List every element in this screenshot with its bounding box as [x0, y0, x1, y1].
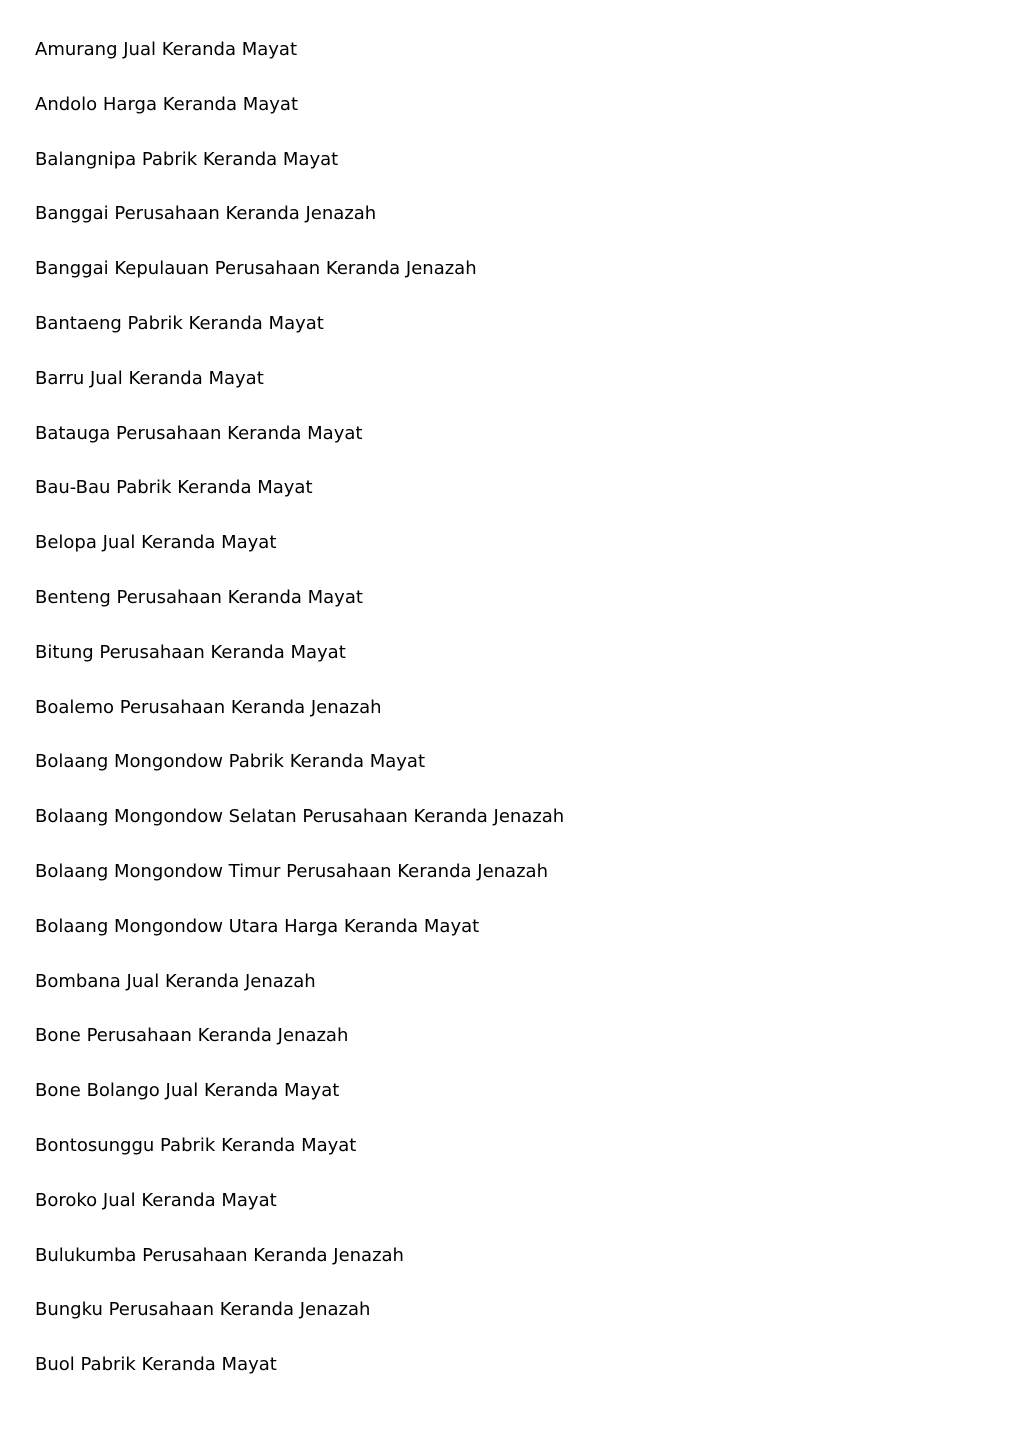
list-item: Bolaang Mongondow Pabrik Keranda Mayat	[35, 751, 426, 773]
list-item: Bitung Perusahaan Keranda Mayat	[35, 641, 346, 663]
list-item: Boalemo Perusahaan Keranda Jenazah	[35, 696, 382, 718]
list-item: Balangnipa Pabrik Keranda Mayat	[35, 148, 339, 170]
list-item: Belopa Jual Keranda Mayat	[35, 532, 277, 554]
list-item: Bontosunggu Pabrik Keranda Mayat	[35, 1134, 357, 1156]
list-item: Batauga Perusahaan Keranda Mayat	[35, 422, 363, 444]
list-item: Bungku Perusahaan Keranda Jenazah	[35, 1299, 371, 1321]
list-item: Bombana Jual Keranda Jenazah	[35, 970, 316, 992]
list-item: Boroko Jual Keranda Mayat	[35, 1189, 277, 1211]
list-item: Bone Perusahaan Keranda Jenazah	[35, 1025, 349, 1047]
list-item: Bolaang Mongondow Selatan Perusahaan Keranda Jenazah	[35, 806, 565, 828]
list-item: Benteng Perusahaan Keranda Mayat	[35, 586, 363, 608]
list-item: Bolaang Mongondow Timur Perusahaan Keranda Jenazah	[35, 860, 548, 882]
list-item: Bone Bolango Jual Keranda Mayat	[35, 1080, 340, 1102]
list-item: Barru Jual Keranda Mayat	[35, 367, 264, 389]
list-item: Banggai Perusahaan Keranda Jenazah	[35, 203, 377, 225]
document-line-list	[35, 36, 564, 1406]
list-item: Banggai Kepulauan Perusahaan Keranda Jenazah	[35, 258, 477, 280]
list-item: Bolaang Mongondow Utara Harga Keranda Mayat	[35, 915, 480, 937]
list-item: Buol Pabrik Keranda Mayat	[35, 1354, 277, 1376]
list-item: Bulukumba Perusahaan Keranda Jenazah	[35, 1244, 404, 1266]
list-item: Amurang Jual Keranda Mayat	[35, 39, 298, 60]
list-item: Bantaeng Pabrik Keranda Mayat	[35, 312, 324, 334]
list-item: Andolo Harga Keranda Mayat	[35, 93, 299, 115]
list-item: Bau-Bau Pabrik Keranda Mayat	[35, 477, 313, 499]
